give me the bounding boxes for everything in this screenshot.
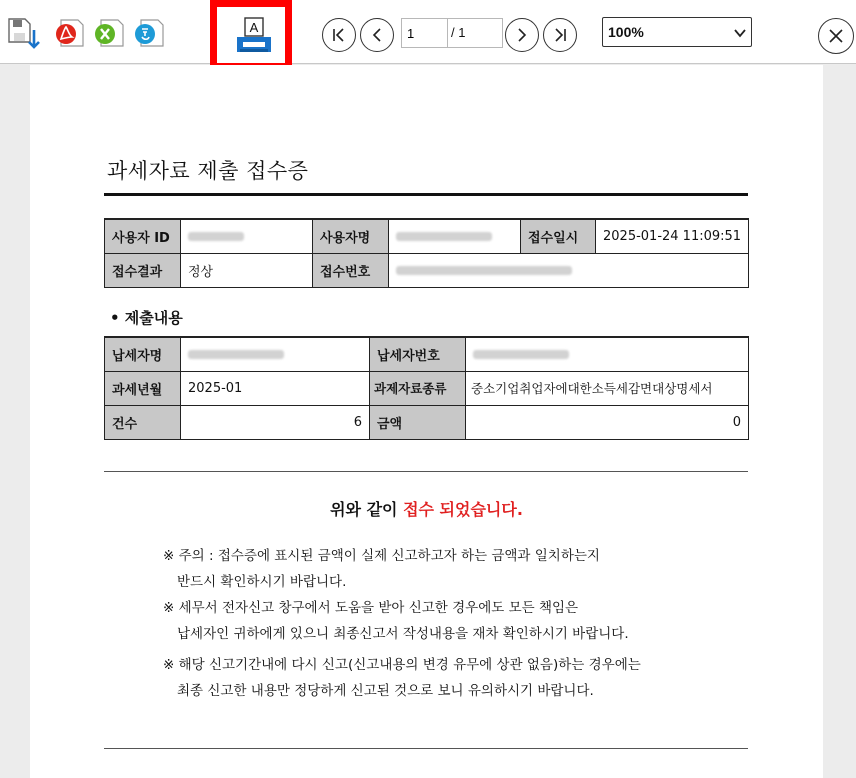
redacted-text — [473, 350, 569, 359]
print-button[interactable] — [210, 0, 292, 70]
data-type-value: 중소기업취업자에대한소득세감면대상명세서 — [466, 371, 749, 405]
section-label: • 제출내용 — [110, 309, 183, 327]
note-line: 납세자인 귀하에게 있으니 최종신고서 작성내용을 재차 확인하시기 바랍니다. — [177, 626, 629, 642]
first-page-icon — [331, 27, 347, 43]
first-page-button[interactable] — [322, 18, 356, 52]
taxpayer-name-label: 납세자명 — [105, 337, 181, 371]
chevron-down-icon — [734, 28, 746, 38]
redacted-text — [396, 266, 572, 275]
page-number-input[interactable] — [401, 18, 447, 48]
receipt-result-label: 접수결과 — [105, 253, 181, 287]
note-item — [163, 595, 641, 647]
document-page — [30, 65, 823, 778]
result-prefix: 위와 같이 — [330, 500, 404, 519]
taxpayer-number-label: 납세자번호 — [370, 337, 466, 371]
amount-value: 0 — [466, 405, 749, 439]
table-row — [105, 253, 749, 287]
prev-page-button[interactable] — [360, 18, 394, 52]
close-button[interactable] — [818, 18, 854, 54]
chevron-left-icon — [369, 27, 385, 43]
hwp-icon[interactable] — [132, 16, 166, 50]
save-download-icon[interactable] — [6, 16, 40, 50]
table-row — [105, 219, 749, 253]
receipt-number-value — [389, 253, 749, 287]
note-line: ※ 세무서 전자신고 창구에서 도움을 받아 신고한 경우에도 모든 책임은 — [163, 600, 579, 616]
title-divider — [104, 193, 748, 196]
notes — [163, 543, 641, 704]
viewer-toolbar — [0, 0, 856, 64]
divider — [104, 748, 748, 749]
note-line: ※ 해당 신고기간내에 다시 신고(신고내용의 변경 유무에 상관 없음)하는 경우에는 — [163, 657, 641, 673]
submission-table — [104, 336, 749, 440]
svg-text:A: A — [249, 20, 259, 35]
page-total: / 1 — [447, 18, 503, 48]
note-line: 반드시 확인하시기 바랍니다. — [177, 574, 347, 590]
last-page-button[interactable] — [543, 18, 577, 52]
document-title: 과세자료 제출 접수증 — [107, 159, 309, 183]
count-label: 건수 — [105, 405, 181, 439]
receipt-result-value: 정상 — [181, 253, 313, 287]
last-page-icon — [552, 27, 568, 43]
result-accent: 접수 되었습니다. — [403, 500, 523, 519]
note-line: ※ 주의 : 접수증에 표시된 금액이 실제 신고하고자 하는 금액과 일치하는지 — [163, 548, 600, 564]
receipt-date-value: 2025-01-24 11:09:51 — [596, 219, 749, 253]
user-name-value — [389, 219, 521, 253]
receipt-table — [104, 218, 749, 288]
taxpayer-name-value — [181, 337, 370, 371]
note-item — [163, 543, 641, 595]
receipt-date-label: 접수일시 — [521, 219, 596, 253]
user-id-value — [181, 219, 313, 253]
next-page-button[interactable] — [505, 18, 539, 52]
print-icon — [234, 16, 274, 56]
zoom-select[interactable] — [602, 17, 752, 47]
redacted-text — [188, 350, 284, 359]
table-row — [105, 405, 749, 439]
amount-label: 금액 — [370, 405, 466, 439]
table-row — [105, 337, 749, 371]
redacted-text — [396, 232, 492, 241]
excel-icon[interactable] — [92, 16, 126, 50]
user-name-label: 사용자명 — [313, 219, 389, 253]
data-type-label: 과제자료종류 — [370, 371, 466, 405]
note-line: 최종 신고한 내용만 정당하게 신고된 것으로 보니 유의하시기 바랍니다. — [177, 683, 594, 699]
user-id-label: 사용자 ID — [105, 219, 181, 253]
redacted-text — [188, 232, 244, 241]
table-row — [105, 371, 749, 405]
divider — [104, 471, 748, 472]
pdf-icon[interactable] — [52, 16, 86, 50]
tax-year-month-label: 과세년월 — [105, 371, 181, 405]
close-icon — [829, 29, 843, 43]
taxpayer-number-value — [466, 337, 749, 371]
note-item — [163, 652, 641, 704]
chevron-right-icon — [514, 27, 530, 43]
receipt-number-label: 접수번호 — [313, 253, 389, 287]
count-value: 6 — [181, 405, 370, 439]
tax-year-month-value: 2025-01 — [181, 371, 370, 405]
result-message — [30, 497, 823, 520]
zoom-value: 100% — [608, 24, 644, 40]
